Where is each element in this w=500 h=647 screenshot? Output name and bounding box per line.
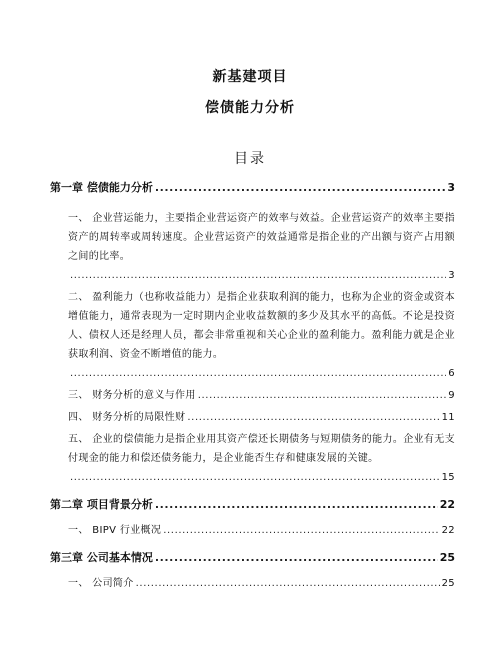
- toc-page-number: 11: [441, 412, 455, 423]
- leader-dots: [155, 548, 438, 568]
- toc-page-number: 22: [439, 498, 455, 511]
- toc-section-1-4[interactable]: [50, 408, 455, 427]
- toc-section-text: 四、 财务分析的局限性财: [68, 412, 186, 423]
- toc-section-1-5[interactable]: [50, 430, 455, 487]
- toc-section-text: 二、 盈利能力（也称收益能力）是指企业获取利润的能力，也称为企业的资金或资本增值能力，通常表现为一定时期内企业收益数额的多少及其水平的高低。不论是投资人、债权人还是经理人员，都会非常重视和关心企业的盈利能力。盈利能力就是企业获取利润、资金不断增值的能力。: [68, 292, 455, 360]
- leader-dots: [163, 521, 439, 540]
- toc-section-text: 三、 财务分析的意义与作用: [68, 390, 196, 401]
- leader-dots: [136, 574, 440, 593]
- toc-section-text: 五、 企业的偿债能力是指企业用其资产偿还长期债务与短期债务的能力。企业有无支付现金的能力和偿还债务能力，是企业能否生存和健康发展的关键。: [68, 434, 455, 464]
- toc-page-number: 25: [439, 551, 455, 564]
- toc-page-number: 3: [447, 181, 455, 194]
- toc-page-number: 6: [448, 368, 455, 379]
- toc-section-3-1[interactable]: [50, 574, 455, 593]
- toc-page-number: 15: [441, 472, 455, 483]
- toc-page-number: 22: [441, 525, 455, 536]
- toc-heading: 目录: [234, 151, 266, 167]
- toc-chapter-title: 第一章 偿债能力分析: [50, 181, 153, 194]
- toc-section-1-1[interactable]: [50, 209, 455, 285]
- document-title: 新基建项目: [212, 69, 288, 85]
- document-subtitle: 偿债能力分析: [205, 100, 295, 116]
- toc-section-1-2[interactable]: [50, 288, 455, 383]
- toc-chapter-title: 第三章 公司基本情况: [50, 551, 153, 564]
- leader-dots: [70, 266, 446, 285]
- toc-section-text: 一、 公司简介: [68, 578, 134, 589]
- toc-page-number: 25: [441, 578, 455, 589]
- leader-dots: [187, 408, 439, 427]
- toc-section-text: 一、 企业营运能力，主要指企业营运资产的效率与效益。企业营运资产的效率主要指资产的周转率或周转速度。企业营运资产的效益通常是指企业的产出额与资产占用额之间的比率。: [68, 213, 455, 262]
- toc-section-1-3[interactable]: [50, 386, 455, 405]
- toc-chapter-2[interactable]: [50, 495, 455, 515]
- table-of-contents: [50, 178, 455, 593]
- toc-section-text: 一、 BIPV 行业概况: [68, 525, 162, 536]
- toc-chapter-3[interactable]: [50, 548, 455, 568]
- toc-chapter-1[interactable]: [50, 178, 455, 198]
- toc-chapter-title: 第二章 项目背景分析: [50, 498, 153, 511]
- toc-section-2-1[interactable]: [50, 521, 455, 540]
- toc-page-number: 3: [448, 270, 455, 281]
- toc-page-number: 9: [448, 390, 455, 401]
- leader-dots: [155, 495, 438, 515]
- leader-dots: [155, 178, 446, 198]
- leader-dots: [70, 364, 446, 383]
- leader-dots: [70, 468, 440, 487]
- leader-dots: [198, 386, 447, 405]
